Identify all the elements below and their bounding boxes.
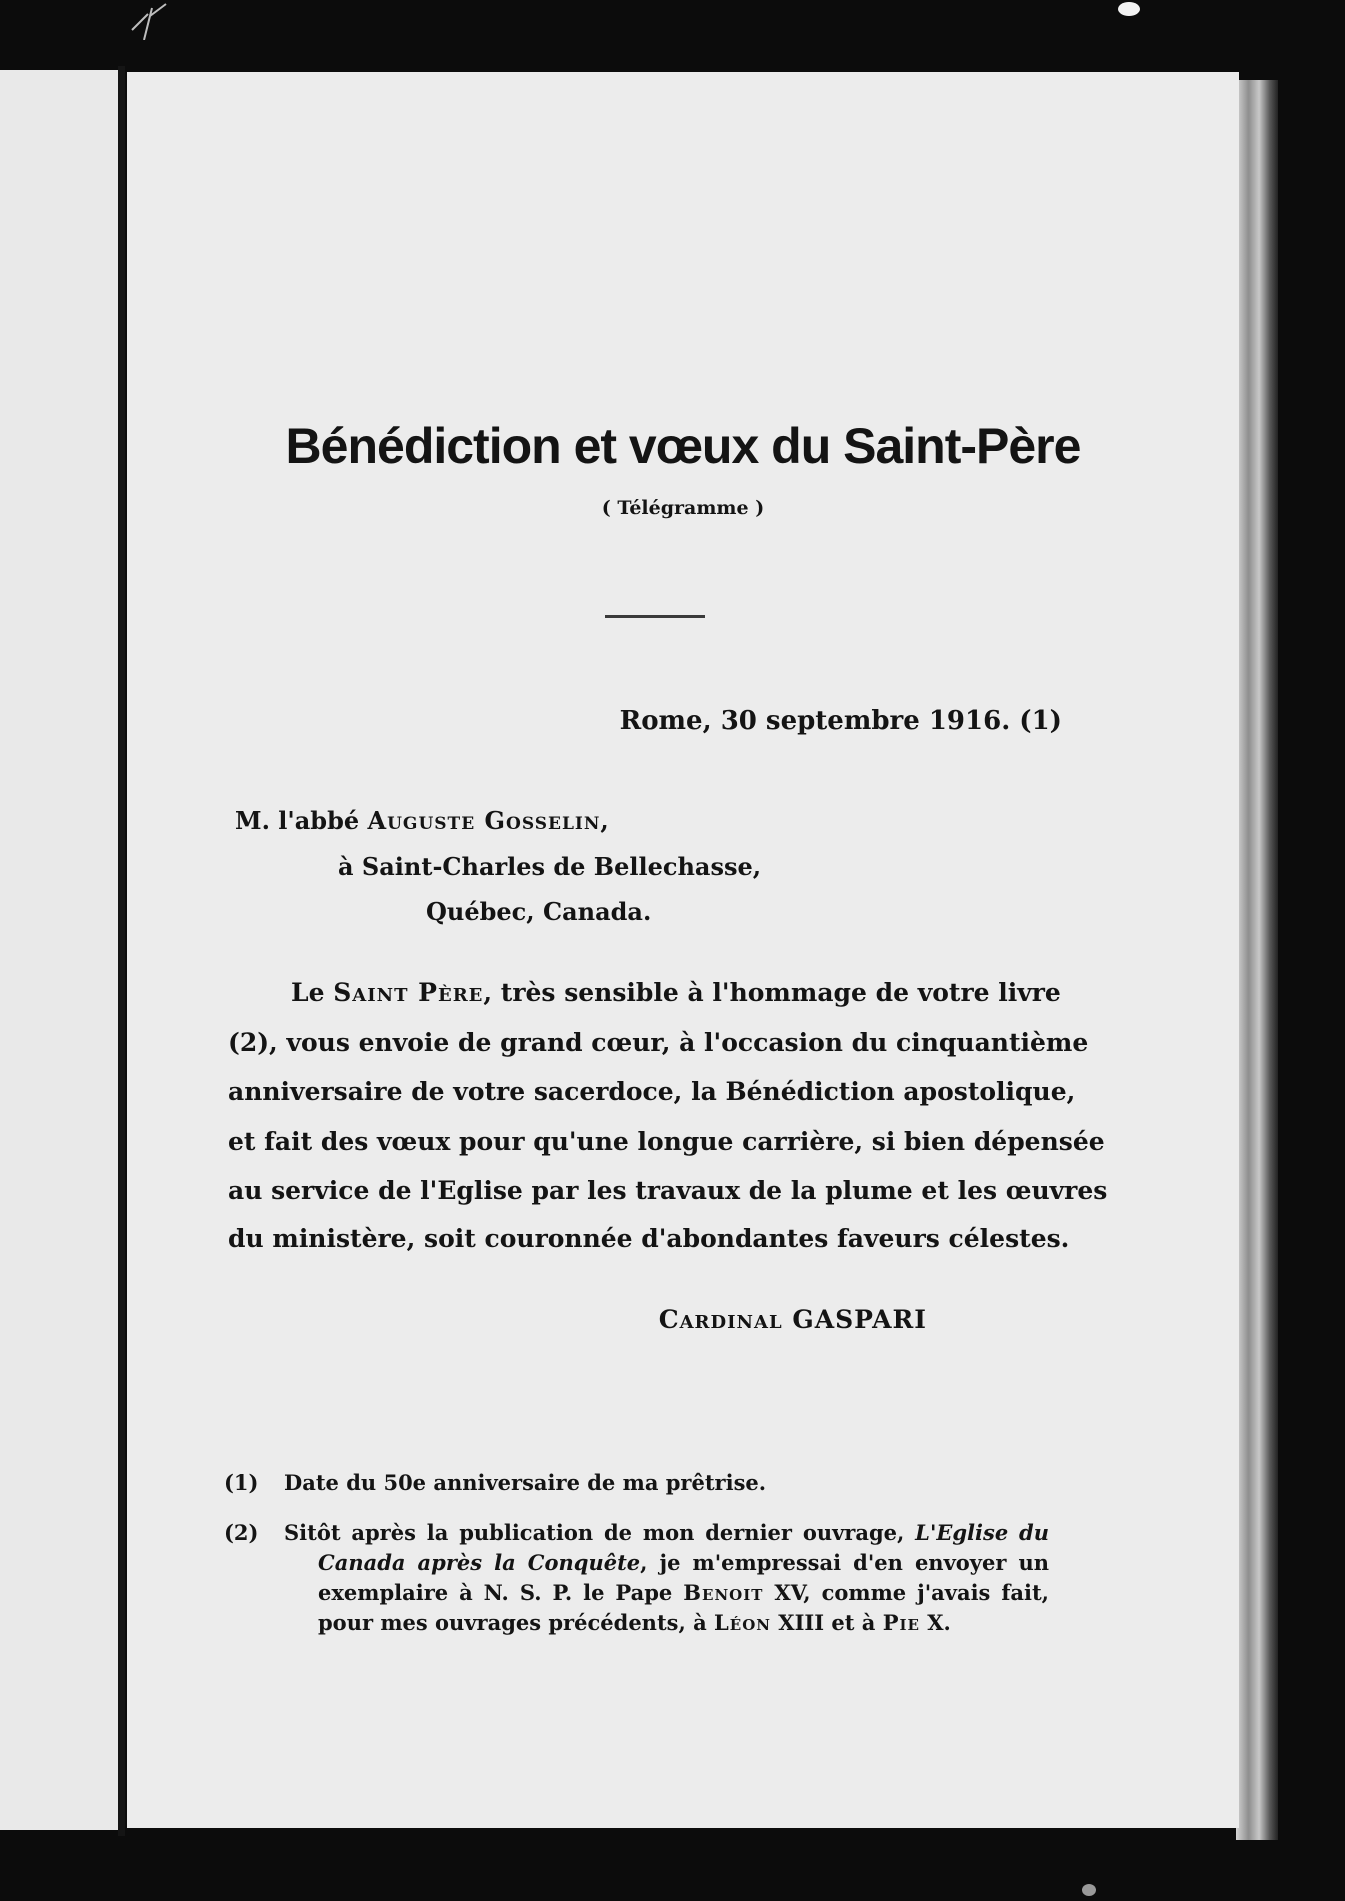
footnote-2-line-3: exemplaire à N. S. P. le Pape Benoit XV, comme j'avais fait, (318, 1580, 1049, 1605)
footnote-1-text: Date du 50e anniversaire de ma prêtrise. (284, 1470, 767, 1495)
signature (127, 1305, 927, 1334)
address-line-2: à Saint-Charles de Bellechasse, (338, 852, 762, 881)
footnote-2-line-4: pour mes ouvrages précédents, à Léon XIII et à Pie X. (318, 1610, 951, 1635)
addressee-name: Auguste Gosselin, (367, 806, 610, 835)
page-title: Bénédiction et vœux du Saint-Père (285, 418, 1081, 474)
address-line-1 (235, 806, 610, 835)
scan-speck-bottom (1082, 1884, 1096, 1896)
facing-page-left (0, 70, 120, 1830)
footnote-2-number: (2) (224, 1520, 259, 1545)
book-gutter (118, 66, 125, 1836)
page-subtitle: ( Télégramme ) (601, 497, 765, 519)
body-line-4: et fait des vœux pour qu'une longue carrière, si bien dépensée (228, 1127, 1105, 1156)
saint-pere-name: Saint Père (333, 978, 484, 1007)
footnote-2-line-2: Canada après la Conquête, je m'empressai d'en envoyer un (318, 1550, 1049, 1575)
address-line-3: Québec, Canada. (426, 897, 652, 926)
dateline: Rome, 30 septembre 1916. (1) (619, 706, 1062, 736)
scan-mark (130, 0, 170, 40)
footnote-1-number: (1) (224, 1470, 259, 1495)
document-page (127, 72, 1239, 1828)
scan-speck-top (1118, 2, 1140, 16)
footnote-2-line-1: Sitôt après la publication de mon dernier ouvrage, L'Eglise du (284, 1520, 1049, 1545)
body-line-5: au service de l'Eglise par les travaux de la plume et les œuvres (228, 1176, 1108, 1205)
body-line-3: anniversaire de votre sacerdoce, la Bénédiction apostolique, (228, 1077, 1076, 1106)
body-line-6: du ministère, soit couronnée d'abondantes faveurs célestes. (228, 1224, 1070, 1253)
signature-title: Cardinal (658, 1305, 783, 1334)
divider-rule (605, 615, 705, 618)
body-line-1: Le Saint Père, très sensible à l'hommage de votre livre (291, 978, 1061, 1007)
address-prefix: M. l'abbé (235, 806, 368, 835)
body-line-2: (2), vous envoie de grand cœur, à l'occasion du cinquantième (228, 1028, 1089, 1057)
signature-name: GASPARI (792, 1305, 927, 1334)
page-edge-right (1236, 80, 1278, 1840)
